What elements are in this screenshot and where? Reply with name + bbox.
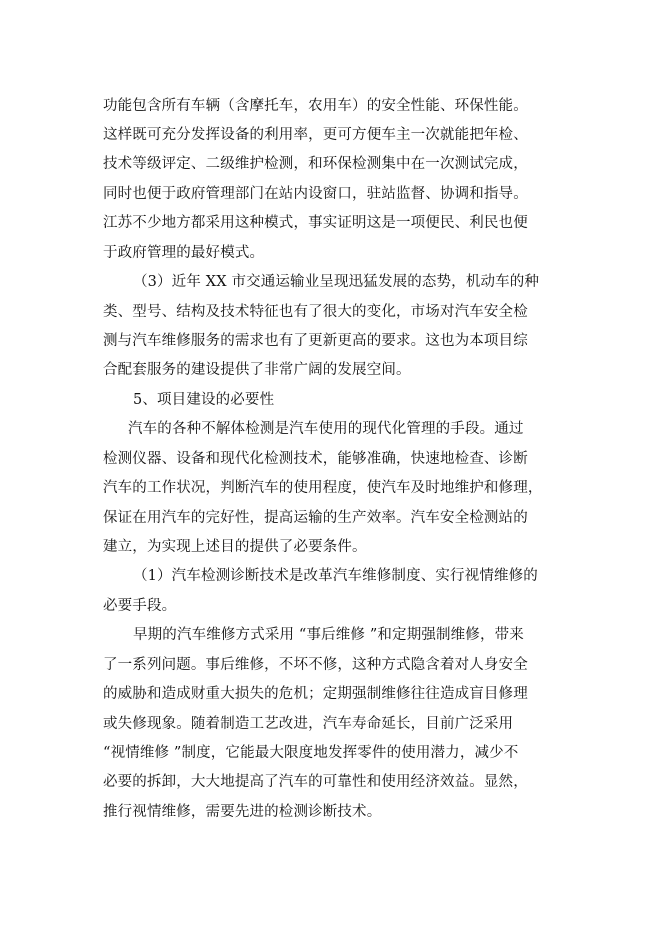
text-line: 必要手段。 [103,598,177,614]
text-line: 建立，为实现上述目的提供了必要条件。 [103,539,367,555]
text-line: 早期的汽车维修方式采用 “事后维修 ”和定期强制维修，带来 [133,627,524,643]
text-line: 必要的拆卸，大大地提高了汽车的可靠性和使用经济效益。显然， [103,774,528,790]
text-line: 推行视情维修，需要先进的检测诊断技术。 [103,804,382,820]
text-line: （3）近年 XX 市交通运输业呈现迅猛发展的态势，机动车的种 [133,274,540,290]
text-line: 汽车的各种不解体检测是汽车使用的现代化管理的手段。通过 [128,421,524,437]
text-line: 同时也便于政府管理部门在站内设窗口，驻站监督、协调和指导。 [103,186,528,202]
text-line: 或失修现象。随着制造工艺改进，汽车寿命延长，目前广泛采用 [103,716,514,732]
text-line: 检测仪器、设备和现代化检测技术，能够准确，快速地检查、诊断 [103,451,528,467]
text-line: 类、型号、结构及技术特征也有了很大的变化，市场对汽车安全检 [103,304,528,320]
section-heading: 5、项目建设的必要性 [133,392,275,408]
text-line: 技术等级评定、二级维护检测，和环保检测集中在一次测试完成， [103,156,528,172]
text-line: 这样既可充分发挥设备的利用率，更可方便车主一次就能把年检、 [103,127,528,143]
text-line: （1）汽车检测诊断技术是改革汽车维修制度、实行视情维修的 [133,568,538,584]
text-line: 于政府管理的最好模式。 [103,245,265,261]
text-line: “视情维修 ”制度，它能最大限度地发挥零件的使用潜力，减少不 [103,745,519,761]
text-line: 汽车的工作状况，判断汽车的使用程度，使汽车及时地维护和修理， [103,480,543,496]
text-line: 保证在用汽车的完好性，提高运输的生产效率。汽车安全检测站的 [103,510,528,526]
text-line: 合配套服务的建设提供了非常广阔的发展空间。 [103,362,411,378]
text-line: 测与汽车维修服务的需求也有了更新更高的要求。这也为本项目综 [103,333,528,349]
text-line: 江苏不少地方都采用这种模式，事实证明这是一项便民、利民也便 [103,215,528,231]
text-line: 功能包含所有车辆（含摩托车，农用车）的安全性能、环保性能。 [103,98,528,114]
text-line: 的威胁和造成财重大损失的危机；定期强制维修往往造成盲目修理 [103,686,528,702]
text-line: 了一系列问题。事后维修，不坏不修，这种方式隐含着对人身安全 [103,657,528,673]
